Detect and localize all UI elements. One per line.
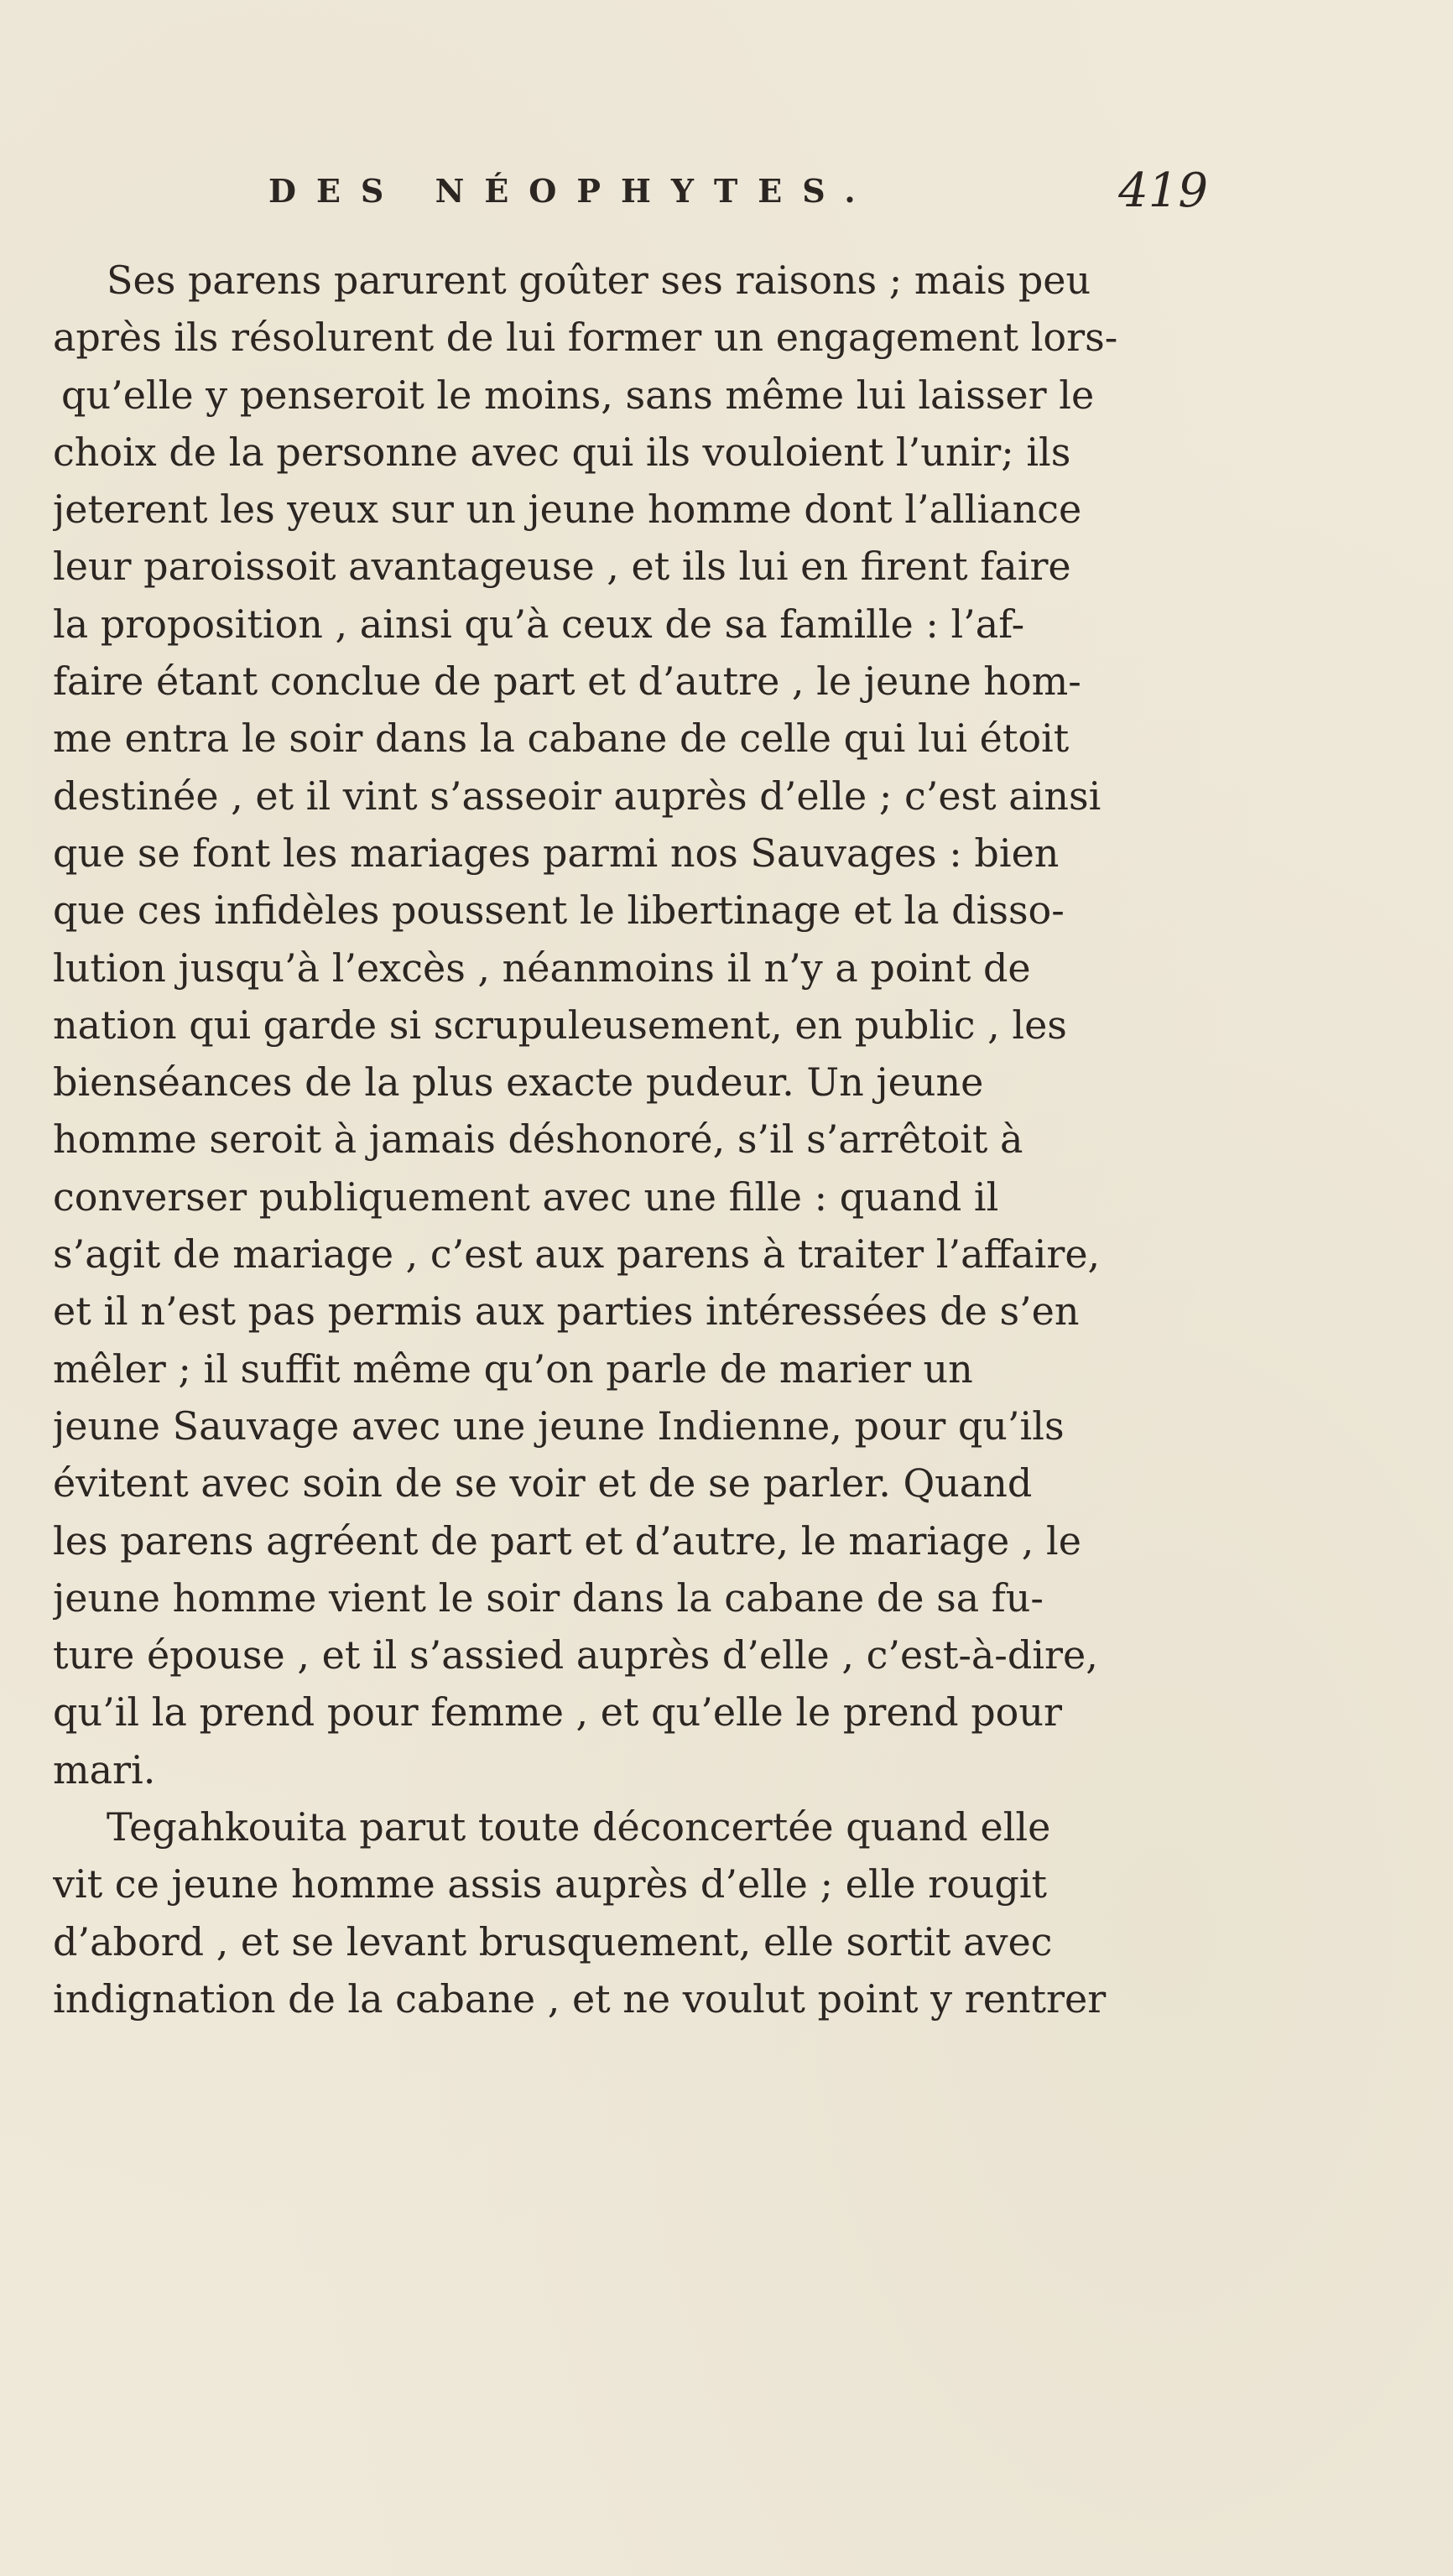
text-line: destinée , et il vint s’asseoir auprès d’elle ; c’est ainsi (53, 773, 1101, 819)
text-line: qu’elle y penseroit le moins, sans même lui laisser le (61, 372, 1095, 418)
text-line: évitent avec soin de se voir et de se parler. Quand (53, 1460, 1033, 1507)
text-line: homme seroit à jamais déshonoré, s’il s’arrêtoit à (53, 1116, 1023, 1163)
text-line: Ses parens parurent goûter ses raisons ; mais peu (107, 258, 1091, 303)
text-line: nation qui garde si scrupuleusement, en public , les (53, 1002, 1067, 1048)
text-line: d’abord , et se levant brusquement, elle sortit avec (53, 1918, 1053, 1965)
text-line: qu’il la prend pour femme , et qu’elle le prend pour (53, 1689, 1062, 1736)
text-line: jeune Sauvage avec une jeune Indienne, pour qu’ils (53, 1402, 1065, 1449)
text-line: que ces infidèles poussent le libertinage et la disso- (53, 887, 1065, 934)
text-line: lution jusqu’à l’excès , néanmoins il n’y a point de (53, 945, 1031, 991)
text-line: jeterent les yeux sur un jeune homme dont l’alliance (53, 487, 1082, 533)
text-line: s’agit de mariage , c’est aux parens à traiter l’affaire, (53, 1231, 1101, 1278)
text-line: choix de la personne avec qui ils vouloient l’unir; ils (53, 429, 1071, 475)
text-line: que se font les mariages parmi nos Sauvages : bien (53, 830, 1060, 876)
text-line: faire étant conclue de part et d’autre , le jeune hom- (53, 658, 1081, 705)
body-text (53, 252, 1227, 2027)
text-line: mêler ; il suffit même qu’on parle de marier un (53, 1345, 973, 1392)
running-title: DES NÉOPHYTES. (268, 172, 876, 210)
text-line: indignation de la cabane , et ne voulut point y rentrer (53, 1975, 1107, 2022)
page-number: 419 (1118, 164, 1208, 218)
text-line: jeune homme vient le soir dans la cabane de sa fu- (53, 1574, 1044, 1621)
text-line: mari. (53, 1746, 156, 1793)
text-line: après ils résolurent de lui former un engagement lors- (53, 315, 1118, 361)
text-line: vit ce jeune homme assis auprès d’elle ; elle rougit (53, 1861, 1048, 1907)
text-line: leur paroissoit avantageuse , et ils lui en firent faire (53, 544, 1071, 590)
text-line: me entra le soir dans la cabane de celle qui lui étoit (53, 716, 1070, 762)
text-line: et il n’est pas permis aux parties intéressées de s’en (53, 1288, 1080, 1335)
running-head (268, 164, 1208, 231)
text-line: bienséances de la plus exacte pudeur. Un jeune (53, 1059, 984, 1106)
text-line: les parens agréent de part et d’autre, le mariage , le (53, 1517, 1081, 1564)
text-line: Tegahkouita parut toute déconcertée quand elle (107, 1804, 1051, 1850)
text-line: converser publiquement avec une fille : quand il (53, 1174, 999, 1220)
text-line: la proposition , ainsi qu’à ceux de sa famille : l’af- (53, 601, 1025, 647)
text-line: ture épouse , et il s’assied auprès d’elle , c’est-à-dire, (53, 1632, 1098, 1678)
